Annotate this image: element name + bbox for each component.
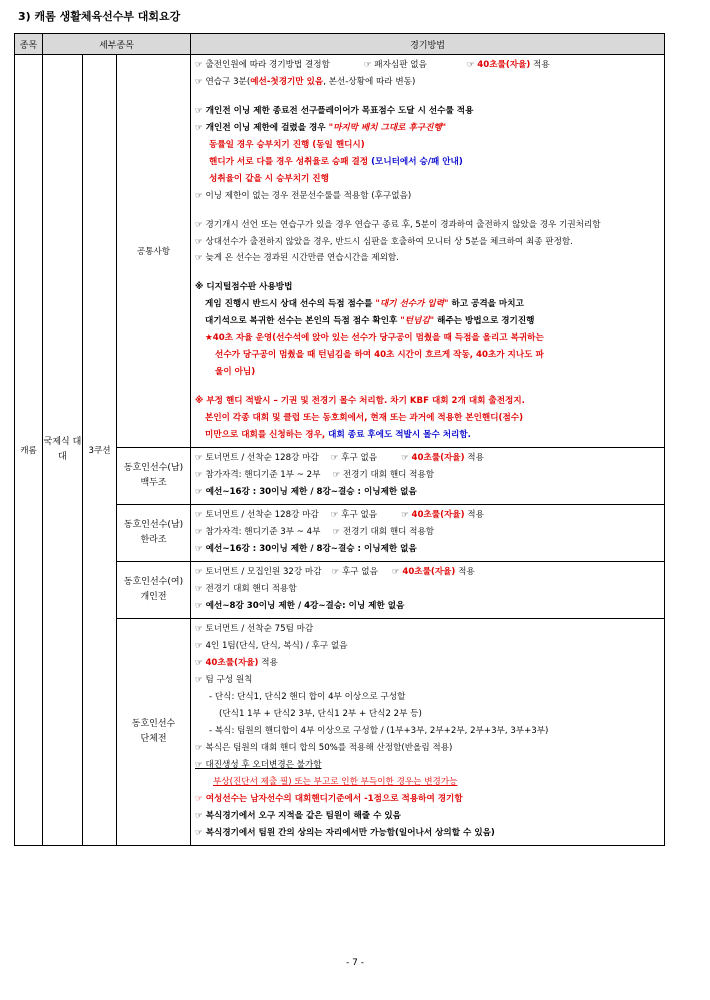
text: 대회 종료 후에도 적발시 몰수 처리함.: [328, 430, 471, 440]
text: ☞ 토너먼트 / 선착순 128강 마감: [195, 510, 319, 520]
women-line-2: ☞ 전경기 대회 핸디 적용함: [195, 584, 297, 594]
content-women-individual: [191, 562, 665, 619]
women-line-3: ☞ 예선~8강 30이닝 제한 / 4강~결승: 이닝 제한 없음: [195, 601, 405, 611]
handicap-line-3: [195, 427, 660, 444]
text: ☞: [391, 567, 403, 577]
text: ☞: [401, 453, 412, 463]
text: (모니터에서 승/패 안내): [371, 157, 463, 167]
text: 40초룰(자율): [411, 453, 465, 463]
common-line-3: ☞ 개인전 이닝 제한 종료전 선구플레이어가 목표점수 도달 시 선수룰 적용: [195, 106, 474, 116]
team-line-9: ☞ 대진생성 후 오더변경은 불가함: [195, 760, 322, 770]
common-line-8: ☞ 이닝 제한이 없는 경우 전문선수룰를 적용함 (후구없음): [195, 191, 412, 201]
text: 미만으로 대회를 신청하는 경우,: [205, 430, 329, 440]
row-common: [15, 55, 665, 448]
team-line-8: ☞ 복식은 팀원의 대회 핸디 합의 50%를 적용해 산정함(반올림 적용): [195, 743, 453, 753]
team-line-11: ☞ 여성선수는 남자선수의 대회핸디기준에서 -1점으로 적용하여 경기함: [195, 794, 463, 804]
team-line-13: ☞ 복식경기에서 팀원 간의 상의는 자리에서만 가능함(일어나서 상의할 수 있음): [195, 828, 495, 838]
common-para-1: ☞ 경기개시 선언 또는 연습구가 있을 경우 연습구 종료 후, 5분이 경과하여 출전하지 않았을 경우 기권처리함: [195, 220, 601, 230]
text: ☞ 출전인원에 따라 경기방법 결정함: [195, 60, 330, 70]
text: ☞ 후구 없음: [330, 510, 378, 520]
digital-line-3: [195, 313, 660, 330]
text: 40초룰(자율): [411, 510, 465, 520]
text: 적용: [464, 453, 484, 463]
baekdu-line-2: [195, 467, 660, 484]
text: 백두조: [140, 478, 167, 488]
common-line-7: 성취율이 같을 시 승부치기 진행: [209, 174, 329, 184]
common-para-3: ☞ 늦게 온 선수는 경과된 시간만큼 연습시간을 제외함.: [195, 253, 399, 263]
team-line-12: ☞ 복식경기에서 오구 지적을 같은 팀원이 해줄 수 있음: [195, 811, 401, 821]
header-event: 종목: [15, 34, 43, 55]
text: 대기석으로 복귀한 선수는 본인의 득점 점수 확인후: [205, 316, 401, 326]
text: 단체전: [140, 734, 167, 744]
content-men-halla: [191, 505, 665, 562]
content-men-baekdu: [191, 448, 665, 505]
text: 40초룰(자율): [477, 60, 531, 70]
text: ☞ 후구 없음: [330, 453, 378, 463]
common-line-1: [195, 57, 660, 74]
text: ☞ 참가자격: 핸디기준 1부 ~ 2부: [195, 470, 321, 480]
team-line-7: - 복식: 팀원의 핸디합이 4부 이상으로 구성할 / (1부+3부, 2부+2부, 2부+3부, 3부+3부): [209, 726, 549, 736]
text: 적용: [258, 658, 278, 668]
team-line-2: ☞ 4인 1팀(단식, 단식, 복식) / 후구 없음: [195, 641, 348, 651]
content-team: [191, 619, 665, 846]
text: 한라조: [140, 535, 167, 545]
common-line-6: [195, 154, 660, 171]
text: ☞: [401, 510, 412, 520]
halla-line-1: [195, 507, 660, 524]
text: ☞: [466, 60, 478, 70]
content-common: [191, 55, 665, 448]
text: ☞ 패자심판 없음: [363, 60, 427, 70]
common-line-2: [195, 74, 660, 91]
header-method: 경기방법: [191, 34, 665, 55]
page-number: - 7 -: [346, 958, 364, 968]
team-line-6: (단식1 1부 + 단식2 3부, 단식1 2부 + 단식2 2부 등): [219, 709, 422, 719]
event-carom: 캐롬: [15, 55, 43, 846]
team-line-5: - 단식: 단식1, 단식2 핸디 합이 4부 이상으로 구성할: [209, 692, 406, 702]
halla-line-3: ☞ 예선~16강 : 30이닝 제한 / 8강~결승 : 이닝제한 없음: [195, 544, 417, 554]
label-men-baekdu: [117, 448, 191, 505]
text: ☞ 전경기 대회 핸디 적용함: [332, 527, 435, 537]
text: 하고 공격을 마치고: [448, 299, 524, 309]
handicap-line-2: 본인이 각종 대회 및 클럽 또는 동호회에서, 현재 또는 과거에 적용한 본인핸디(점수): [205, 413, 523, 423]
common-para-2: ☞ 상대선수가 출전하지 않았을 경우, 반드시 심판을 호출하여 모니터 상 5분을 체크하여 최종 판정함.: [195, 236, 573, 247]
label-women-individual: [117, 562, 191, 619]
team-line-1: ☞ 토너먼트 / 선착순 75팀 마감: [195, 624, 314, 634]
text: ☞ 토너먼트 / 모집인원 32강 마감: [195, 567, 322, 577]
text: ☞ 전경기 대회 핸디 적용함: [332, 470, 435, 480]
text: 적용: [530, 60, 550, 70]
header-sub-event: 세부종목: [43, 34, 191, 55]
text: "마지막 배치 그대로 후구진행": [328, 123, 447, 133]
text: 예선-첫경기만 있음: [250, 77, 324, 87]
rules-table: [14, 33, 665, 846]
text: "대기 선수가 입력": [375, 299, 449, 309]
label-men-halla: [117, 505, 191, 562]
text: 핸디가 서로 다를 경우 성취율로 승패 결정: [209, 157, 372, 167]
digital-line-4: ★40초 자율 운영(선수석에 앉아 있는 선수가 당구공이 멈췄을 때 득점을 올리고 복귀하는: [205, 333, 544, 343]
text: 동호인선수(여): [123, 577, 184, 587]
text: 적용: [464, 510, 484, 520]
type-3cushion: 3쿠션: [83, 55, 117, 846]
text: , 본선-상황에 따라 변동): [323, 77, 416, 87]
text: 해주는 방법으로 경기진행: [434, 316, 535, 326]
text: 게임 진행시 반드시 상대 선수의 득점 점수를: [205, 299, 376, 309]
digital-line-6: 울이 아님): [215, 367, 256, 377]
baekdu-line-3: ☞ 예선~16강 : 30이닝 제한 / 8강~결승 : 이닝제한 없음: [195, 487, 417, 497]
label-common: 공통사항: [117, 55, 191, 448]
handicap-line-1: ※ 부정 핸디 적발시 – 기권 및 전경기 몰수 처리함. 차기 KBF 대회 2개 대회 출전정지.: [195, 396, 525, 406]
header-row: [15, 34, 665, 55]
text: ☞ 개인전 이닝 제한에 걸렸을 경우: [195, 123, 329, 133]
common-line-5: 동률일 경우 승부치기 진행 (동일 핸디시): [209, 140, 365, 150]
digital-line-5: 선수가 당구공이 멈췄을 때 턴넘김을 하여 40초 시간이 흐르게 작동, 40초가 지나도 파: [215, 350, 544, 360]
text: "턴넘김": [400, 316, 435, 326]
text: ☞ 후구 없음: [331, 567, 378, 577]
text: ☞ 연습구 3분(: [195, 77, 251, 87]
team-line-3: [195, 655, 660, 672]
text: 40초룰(자율): [402, 567, 456, 577]
page-title: 3) 캐롬 생활체육선수부 대회요강: [18, 10, 181, 23]
women-line-1: [195, 564, 660, 581]
text: 동호인선수(남): [123, 463, 184, 473]
team-line-10: 부상(진단서 제출 필) 또는 부고로 인한 부득이한 경우는 변경가능: [213, 777, 458, 787]
text: 동호인선수(남): [123, 520, 184, 530]
type-international: 국제식 대대: [43, 55, 83, 846]
team-line-4: ☞ 팀 구성 원칙: [195, 675, 253, 685]
text: 동호인선수: [131, 719, 176, 729]
digital-heading: ※ 디지털점수판 사용방법: [195, 282, 293, 292]
text: ☞: [195, 658, 206, 668]
text: 40초룰(자율): [205, 658, 259, 668]
halla-line-2: [195, 524, 660, 541]
digital-line-2: [195, 296, 660, 313]
text: 개인전: [140, 592, 167, 602]
text: ☞ 토너먼트 / 선착순 128강 마감: [195, 453, 319, 463]
common-line-4: [195, 120, 660, 137]
baekdu-line-1: [195, 450, 660, 467]
text: 적용: [455, 567, 475, 577]
label-team: [117, 619, 191, 846]
text: ☞ 참가자격: 핸디기준 3부 ~ 4부: [195, 527, 321, 537]
